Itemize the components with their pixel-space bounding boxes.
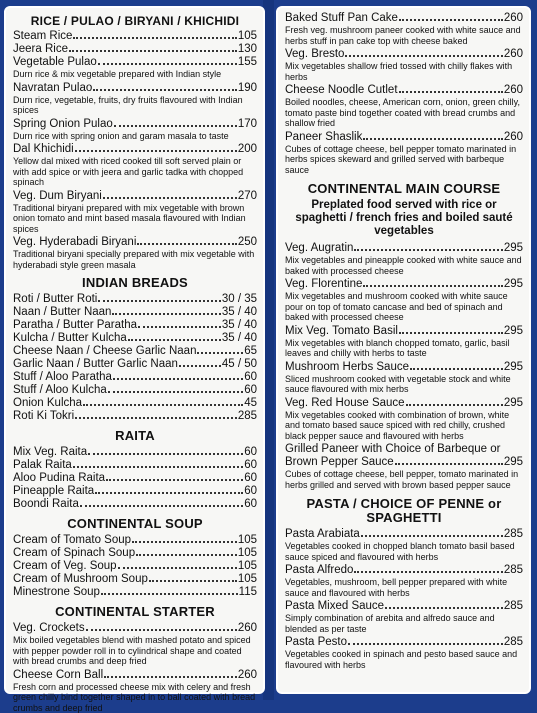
menu-item <box>285 48 523 61</box>
dot-leader <box>363 285 502 287</box>
item-description: Vegetables, mushroom, bell pepper prepared with white sauce and flavoured with herbs <box>285 577 523 598</box>
item-description: Durn rice & mix vegetable prepared with Indian style <box>13 69 257 80</box>
item-name: Mushroom Herbs Sauce <box>285 361 409 374</box>
item-price: 60 <box>244 472 257 485</box>
menu-item <box>13 332 257 345</box>
dot-leader <box>114 125 237 127</box>
menu-item <box>285 12 523 25</box>
dot-leader <box>137 243 236 245</box>
item-name: Veg. Red House Sauce <box>285 397 405 410</box>
section-title: INDIAN BREADS <box>13 276 257 290</box>
item-name: Cream of Veg. Soup <box>13 560 117 573</box>
dot-leader <box>132 541 237 543</box>
dot-leader <box>83 404 243 406</box>
dot-leader <box>197 352 243 354</box>
dot-leader <box>113 378 243 380</box>
menu-item <box>13 190 257 203</box>
item-name: Garlic Naan / Butter Garlic Naan <box>13 358 178 371</box>
dot-leader <box>104 676 237 678</box>
item-description: Vegetables cooked in spinach and pesto based sauce and flavoured with herbs <box>285 649 523 670</box>
item-price: 65 <box>244 345 257 358</box>
item-name: Pasta Pesto <box>285 636 347 649</box>
item-description: Traditional biryani prepared with mix vegetable with brown onion tomato and mint based masala flavoured with Indian spices <box>13 203 257 235</box>
item-price: 115 <box>239 586 257 599</box>
menu-item <box>285 242 523 255</box>
dot-leader <box>128 339 221 341</box>
menu-item <box>13 56 257 69</box>
menu-item <box>285 131 523 144</box>
dot-leader <box>93 89 237 91</box>
dot-leader <box>363 138 502 140</box>
item-price: 250 <box>238 236 257 249</box>
item-price: 295 <box>504 456 523 469</box>
item-name: Navratan Pulao <box>13 82 92 95</box>
item-description: Mix vegetables and pineapple cooked with white sauce and baked with processed cheese <box>285 255 523 276</box>
dot-leader <box>136 554 237 556</box>
menu-item <box>13 586 257 599</box>
menu-item <box>13 319 257 332</box>
dot-leader <box>75 150 237 152</box>
dot-leader <box>385 607 503 609</box>
item-price: 35 / 40 <box>222 332 257 345</box>
dot-leader <box>399 332 503 334</box>
dot-leader <box>345 55 502 57</box>
dot-leader <box>98 300 220 302</box>
item-price: 285 <box>238 410 257 423</box>
item-description: Traditional biryani specially prepared with mix vegetable with hyderabadi style green masala <box>13 249 257 270</box>
item-name: Cheese Noodle Cutlet <box>285 84 398 97</box>
item-description: Cubes of cottage cheese, bell pepper tomato marinated in herbs spices skeward and grilled served with barbeque sauce <box>285 144 523 176</box>
menu-item <box>285 456 523 469</box>
item-price: 285 <box>504 636 523 649</box>
menu-item <box>13 622 257 635</box>
item-name: Mix Veg. Tomato Basil <box>285 325 398 338</box>
menu-item <box>13 345 257 358</box>
item-price: 190 <box>238 82 257 95</box>
item-name: Pasta Alfredo <box>285 564 353 577</box>
dot-leader <box>399 91 503 93</box>
dot-leader <box>410 368 503 370</box>
menu-item <box>285 325 523 338</box>
item-description: Durn rice with spring onion and garam masala to taste <box>13 131 257 142</box>
menu-item <box>285 636 523 649</box>
menu-item <box>285 278 523 291</box>
menu-item <box>13 472 257 485</box>
dot-leader <box>101 593 238 595</box>
item-description: Simply combination of arebita and alfredo sauce and blended as per taste <box>285 613 523 634</box>
item-price: 60 <box>244 498 257 511</box>
item-price: 30 / 35 <box>222 293 257 306</box>
item-price: 295 <box>504 242 523 255</box>
item-name: Onion Kulcha <box>13 397 82 410</box>
menu-item <box>285 397 523 410</box>
item-name: Grilled Paneer with Choice of Barbeque or <box>285 443 500 456</box>
dot-leader <box>179 365 221 367</box>
item-price: 105 <box>238 560 257 573</box>
menu-item <box>285 564 523 577</box>
item-price: 260 <box>238 622 257 635</box>
item-price: 155 <box>238 56 257 69</box>
item-description: Durn rice, vegetable, fruits, dry fruits flavoured with Indian spices <box>13 95 257 116</box>
item-name: Veg. Augratin <box>285 242 353 255</box>
item-name: Naan / Butter Naan <box>13 306 111 319</box>
item-name: Jeera Rice <box>13 43 68 56</box>
dot-leader <box>406 404 503 406</box>
menu-item <box>13 498 257 511</box>
menu-item <box>285 361 523 374</box>
item-price: 295 <box>504 397 523 410</box>
dot-leader <box>88 453 243 455</box>
dot-leader <box>75 417 237 419</box>
item-name: Palak Raita <box>13 459 72 472</box>
dot-leader <box>118 567 237 569</box>
item-price: 260 <box>504 131 523 144</box>
menu-item <box>13 143 257 156</box>
menu-item <box>285 443 523 456</box>
item-description: Cubes of cottage cheese, bell pepper, tomato marinated in herbs grilled and served with brown based pepper sauce <box>285 469 523 490</box>
item-price: 285 <box>504 600 523 613</box>
item-name: Minestrone Soup <box>13 586 100 599</box>
dot-leader <box>354 571 502 573</box>
dot-leader <box>361 535 503 537</box>
item-price: 200 <box>238 143 257 156</box>
dot-leader <box>98 63 237 65</box>
item-description: Mix vegetables cooked with combination of brown, white and tomato based sauce spiced with red chilly, crushed black pepper sauce and flavoured with herbs <box>285 410 523 442</box>
item-description: Vegetables cooked in chopped blanch tomato basil based sauce spiced and flavoured with herbs <box>285 541 523 562</box>
item-name: Veg. Dum Biryani <box>13 190 102 203</box>
menu-item <box>13 384 257 397</box>
item-name: Mix Veg. Raita <box>13 446 87 459</box>
item-price: 60 <box>244 384 257 397</box>
item-name: Baked Stuff Pan Cake <box>285 12 398 25</box>
item-name: Cream of Tomato Soup <box>13 534 131 547</box>
dot-leader <box>106 479 243 481</box>
section-title: CONTINENTAL MAIN COURSE <box>285 182 523 196</box>
item-price: 285 <box>504 564 523 577</box>
item-name: Cream of Mushroom Soup <box>13 573 148 586</box>
item-price: 35 / 40 <box>222 319 257 332</box>
item-price: 260 <box>504 12 523 25</box>
item-name: Veg. Crockets <box>13 622 85 635</box>
dot-leader <box>138 326 221 328</box>
item-price: 105 <box>238 30 257 43</box>
menu-item <box>13 43 257 56</box>
item-price: 260 <box>504 48 523 61</box>
item-name: Stuff / Aloo Kulcha <box>13 384 107 397</box>
menu-item <box>285 84 523 97</box>
menu-item <box>13 459 257 472</box>
menu-item <box>13 82 257 95</box>
menu-item <box>13 547 257 560</box>
menu-item <box>13 30 257 43</box>
left-menu-column <box>4 6 265 694</box>
item-description: Mix vegetables with blanch chopped tomato, garlic, basil leaves and chilly with herbs to taste <box>285 338 523 359</box>
dot-leader <box>354 249 502 251</box>
menu-item <box>285 528 523 541</box>
dot-leader <box>95 492 243 494</box>
menu-item <box>13 236 257 249</box>
dot-leader <box>80 505 243 507</box>
menu-item <box>13 118 257 131</box>
menu-item <box>13 446 257 459</box>
section-title: RAITA <box>13 429 257 443</box>
item-description: Boiled noodles, cheese, American corn, onion, green chilly, tomato paste bind together coated with bread crumbs and shallow fried <box>285 97 523 129</box>
menu-item <box>13 410 257 423</box>
item-price: 45 / 50 <box>222 358 257 371</box>
item-price: 260 <box>504 84 523 97</box>
item-name: Cream of Spinach Soup <box>13 547 135 560</box>
section-title: RICE / PULAO / BIRYANI / KHICHIDI <box>13 15 257 28</box>
item-name: Brown Pepper Sauce <box>285 456 394 469</box>
item-name: Pasta Arabiata <box>285 528 360 541</box>
item-name: Boondi Raita <box>13 498 79 511</box>
item-name: Veg. Bresto <box>285 48 344 61</box>
item-price: 295 <box>504 361 523 374</box>
menu-item <box>13 485 257 498</box>
dot-leader <box>69 50 237 52</box>
item-price: 270 <box>238 190 257 203</box>
item-name: Cheese Corn Ball <box>13 669 103 682</box>
section-subtitle: Preplated food served with rice or spaghetti / french fries and boiled sauté vegetables <box>285 199 523 238</box>
item-name: Steam Rice <box>13 30 72 43</box>
item-price: 295 <box>504 325 523 338</box>
item-name: Veg. Hyderabadi Biryani <box>13 236 136 249</box>
dot-leader <box>86 629 237 631</box>
dot-leader <box>73 37 236 39</box>
item-description: Fresh corn and processed cheese mix with celery and fresh green chilly bind together shaped in to ball coated with bread crumbs and deep fried <box>13 682 257 713</box>
menu-item <box>13 397 257 410</box>
item-name: Roti Ki Tokri <box>13 410 74 423</box>
item-price: 60 <box>244 446 257 459</box>
dot-leader <box>108 391 243 393</box>
item-description: Mix vegetables shallow fried tossed with chilly flakes with herbs <box>285 61 523 82</box>
item-description: Mix vegetables and mushroom cooked with white sauce pour on top of tomato cancase and bed of spinach and baked with processed cheese <box>285 291 523 323</box>
dot-leader <box>112 313 220 315</box>
menu-item <box>13 293 257 306</box>
item-name: Cheese Naan / Cheese Garlic Naan <box>13 345 196 358</box>
item-name: Pasta Mixed Sauce <box>285 600 384 613</box>
dot-leader <box>348 643 503 645</box>
item-price: 295 <box>504 278 523 291</box>
item-name: Pineapple Raita <box>13 485 94 498</box>
item-name: Dal Khichidi <box>13 143 74 156</box>
item-name: Kulcha / Butter Kulcha <box>13 332 127 345</box>
item-price: 105 <box>238 534 257 547</box>
menu-item <box>13 534 257 547</box>
section-title: PASTA / CHOICE OF PENNE or SPAGHETTI <box>285 497 523 525</box>
item-price: 45 <box>244 397 257 410</box>
item-name: Spring Onion Pulao <box>13 118 113 131</box>
right-menu-column <box>276 6 531 694</box>
dot-leader <box>103 197 237 199</box>
item-price: 130 <box>238 43 257 56</box>
item-price: 285 <box>504 528 523 541</box>
item-price: 60 <box>244 371 257 384</box>
item-name: Paneer Shaslik <box>285 131 362 144</box>
item-description: Sliced mushroom cooked with vegetable stock and white sauce flavoured with mix herbs <box>285 374 523 395</box>
menu-item <box>13 358 257 371</box>
item-name: Vegetable Pulao <box>13 56 97 69</box>
item-price: 60 <box>244 485 257 498</box>
item-price: 60 <box>244 459 257 472</box>
item-description: Yellow dal mixed with riced cooked till soft served plain or with add spice or with jeera and garlic tadka with chopped spinach <box>13 156 257 188</box>
menu-item <box>13 560 257 573</box>
item-name: Aloo Pudina Raita <box>13 472 105 485</box>
dot-leader <box>399 19 503 21</box>
item-name: Stuff / Aloo Paratha <box>13 371 112 384</box>
item-name: Paratha / Butter Paratha <box>13 319 137 332</box>
item-name: Roti / Butter Roti <box>13 293 97 306</box>
item-price: 35 / 40 <box>222 306 257 319</box>
menu-item <box>285 600 523 613</box>
item-name: Veg. Florentine <box>285 278 362 291</box>
dot-leader <box>73 466 243 468</box>
dot-leader <box>395 463 503 465</box>
menu-item <box>13 573 257 586</box>
item-price: 105 <box>238 547 257 560</box>
section-title: CONTINENTAL SOUP <box>13 517 257 531</box>
item-description: Fresh veg. mushroom paneer cooked with white sauce and herbs stuff in pan cake top with cheese baked <box>285 25 523 46</box>
item-price: 170 <box>238 118 257 131</box>
menu-item <box>13 306 257 319</box>
section-title: CONTINENTAL STARTER <box>13 605 257 619</box>
item-price: 260 <box>238 669 257 682</box>
item-description: Mix boiled vegetables blend with mashed potato and spiced with pepper powder roll in to cylindrical shape and coated with bread crumbs and deep fried <box>13 635 257 667</box>
menu-item <box>13 669 257 682</box>
dot-leader <box>149 580 237 582</box>
item-price: 105 <box>238 573 257 586</box>
menu-item <box>13 371 257 384</box>
